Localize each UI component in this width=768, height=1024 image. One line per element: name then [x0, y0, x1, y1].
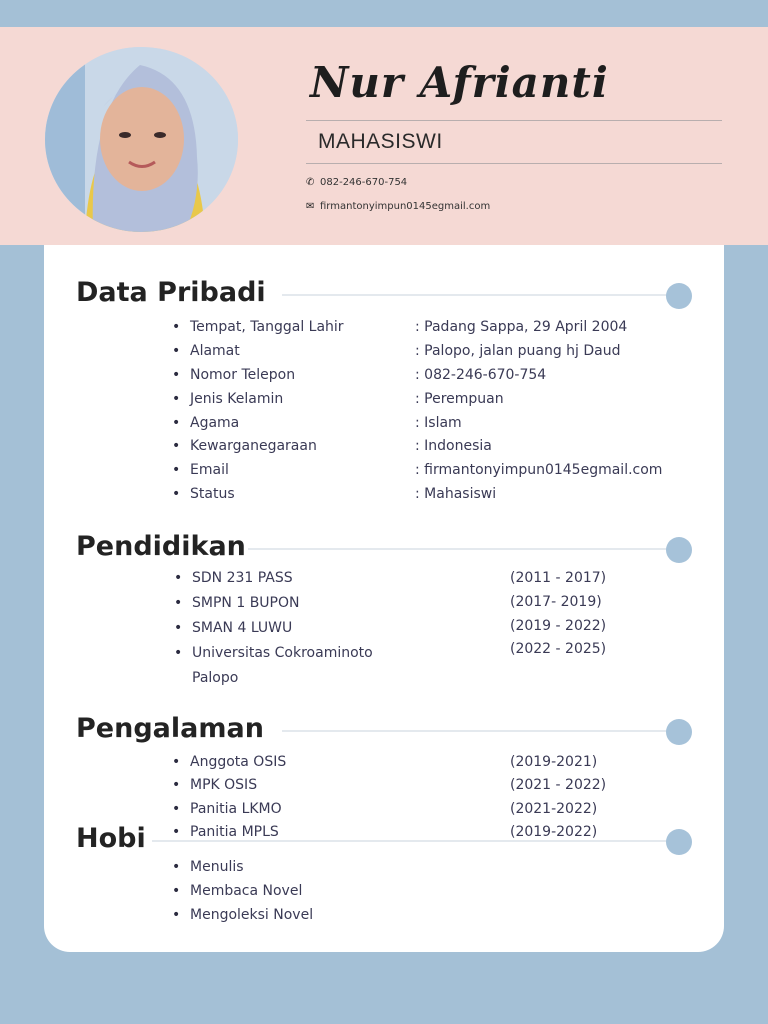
contact-phone-text: 082-246-670-754 — [320, 177, 408, 188]
list-item: • Email — [172, 462, 229, 478]
pribadi-value-alamat: : Palopo, jalan puang hj Daud — [415, 343, 621, 359]
pribadi-value-status: : Mahasiswi — [415, 486, 497, 502]
list-item: • SMAN 4 LUWU — [174, 620, 293, 636]
section-rule-data-pribadi — [282, 294, 672, 296]
list-item: • Anggota OSIS — [172, 754, 287, 770]
section-rule-pengalaman — [282, 730, 672, 732]
section-rule-hobi — [152, 840, 672, 842]
pribadi-value-telepon: : 082-246-670-754 — [415, 367, 547, 383]
pendidikan-year-sman: (2019 - 2022) — [510, 618, 607, 634]
section-dot-pendidikan — [666, 537, 692, 563]
section-title-hobi: Hobi — [76, 823, 146, 854]
contact-email-text: firmantonyimpun0145egmail.com — [320, 201, 491, 212]
list-item: • Mengoleksi Novel — [172, 907, 314, 923]
contact-email — [306, 201, 490, 212]
contact-phone — [306, 177, 407, 188]
list-item: • SMPN 1 BUPON — [174, 595, 300, 611]
list-item: • Agama — [172, 415, 240, 431]
pendidikan-year-universitas: (2022 - 2025) — [510, 641, 607, 657]
pendidikan-year-smpn: (2017- 2019) — [510, 594, 602, 610]
pengalaman-year-osis: (2019-2021) — [510, 754, 598, 770]
list-item: • Nomor Telepon — [172, 367, 296, 383]
pengalaman-year-lkmo: (2021-2022) — [510, 801, 598, 817]
envelope-icon: ✉ — [306, 201, 315, 212]
list-item: • Tempat, Tanggal Lahir — [172, 319, 344, 335]
phone-icon: ✆ — [306, 177, 315, 188]
pribadi-value-kelamin: : Perempuan — [415, 391, 504, 407]
content-card — [44, 245, 724, 952]
list-item: • Menulis — [172, 859, 244, 875]
list-item: • Panitia MPLS — [172, 824, 279, 840]
section-title-pengalaman: Pengalaman — [76, 713, 264, 744]
section-dot-pengalaman — [666, 719, 692, 745]
profile-photo — [45, 47, 238, 232]
section-rule-pendidikan — [248, 548, 672, 550]
pengalaman-year-mpls: (2019-2022) — [510, 824, 598, 840]
list-item: • Jenis Kelamin — [172, 391, 284, 407]
person-role: MAHASISWI — [318, 130, 443, 153]
section-dot-data-pribadi — [666, 283, 692, 309]
pendidikan-year-sdn: (2011 - 2017) — [510, 570, 607, 586]
list-item: • Membaca Novel — [172, 883, 303, 899]
list-item: • MPK OSIS — [172, 777, 258, 793]
list-item: • Alamat — [172, 343, 240, 359]
section-dot-hobi — [666, 829, 692, 855]
pribadi-value-kewarganegaraan: : Indonesia — [415, 438, 492, 454]
list-item: • Kewarganegaraan — [172, 438, 317, 454]
person-name: Nur Afrianti — [310, 58, 609, 107]
list-item: • Status — [172, 486, 235, 502]
list-item: • SDN 231 PASS — [174, 570, 293, 586]
profile-photo-illustration — [45, 47, 238, 232]
section-title-pendidikan: Pendidikan — [76, 531, 246, 562]
header-divider-top — [306, 120, 722, 121]
list-item-continuation: Palopo — [192, 670, 239, 686]
list-item: • Universitas Cokroaminoto — [174, 645, 373, 661]
header-divider-bottom — [306, 163, 722, 164]
pribadi-value-ttl: : Padang Sappa, 29 April 2004 — [415, 319, 628, 335]
pribadi-value-email: : firmantonyimpun0145egmail.com — [415, 462, 663, 478]
list-item: • Panitia LKMO — [172, 801, 282, 817]
pribadi-value-agama: : Islam — [415, 415, 462, 431]
pengalaman-year-mpk: (2021 - 2022) — [510, 777, 607, 793]
section-title-data-pribadi: Data Pribadi — [76, 277, 266, 308]
